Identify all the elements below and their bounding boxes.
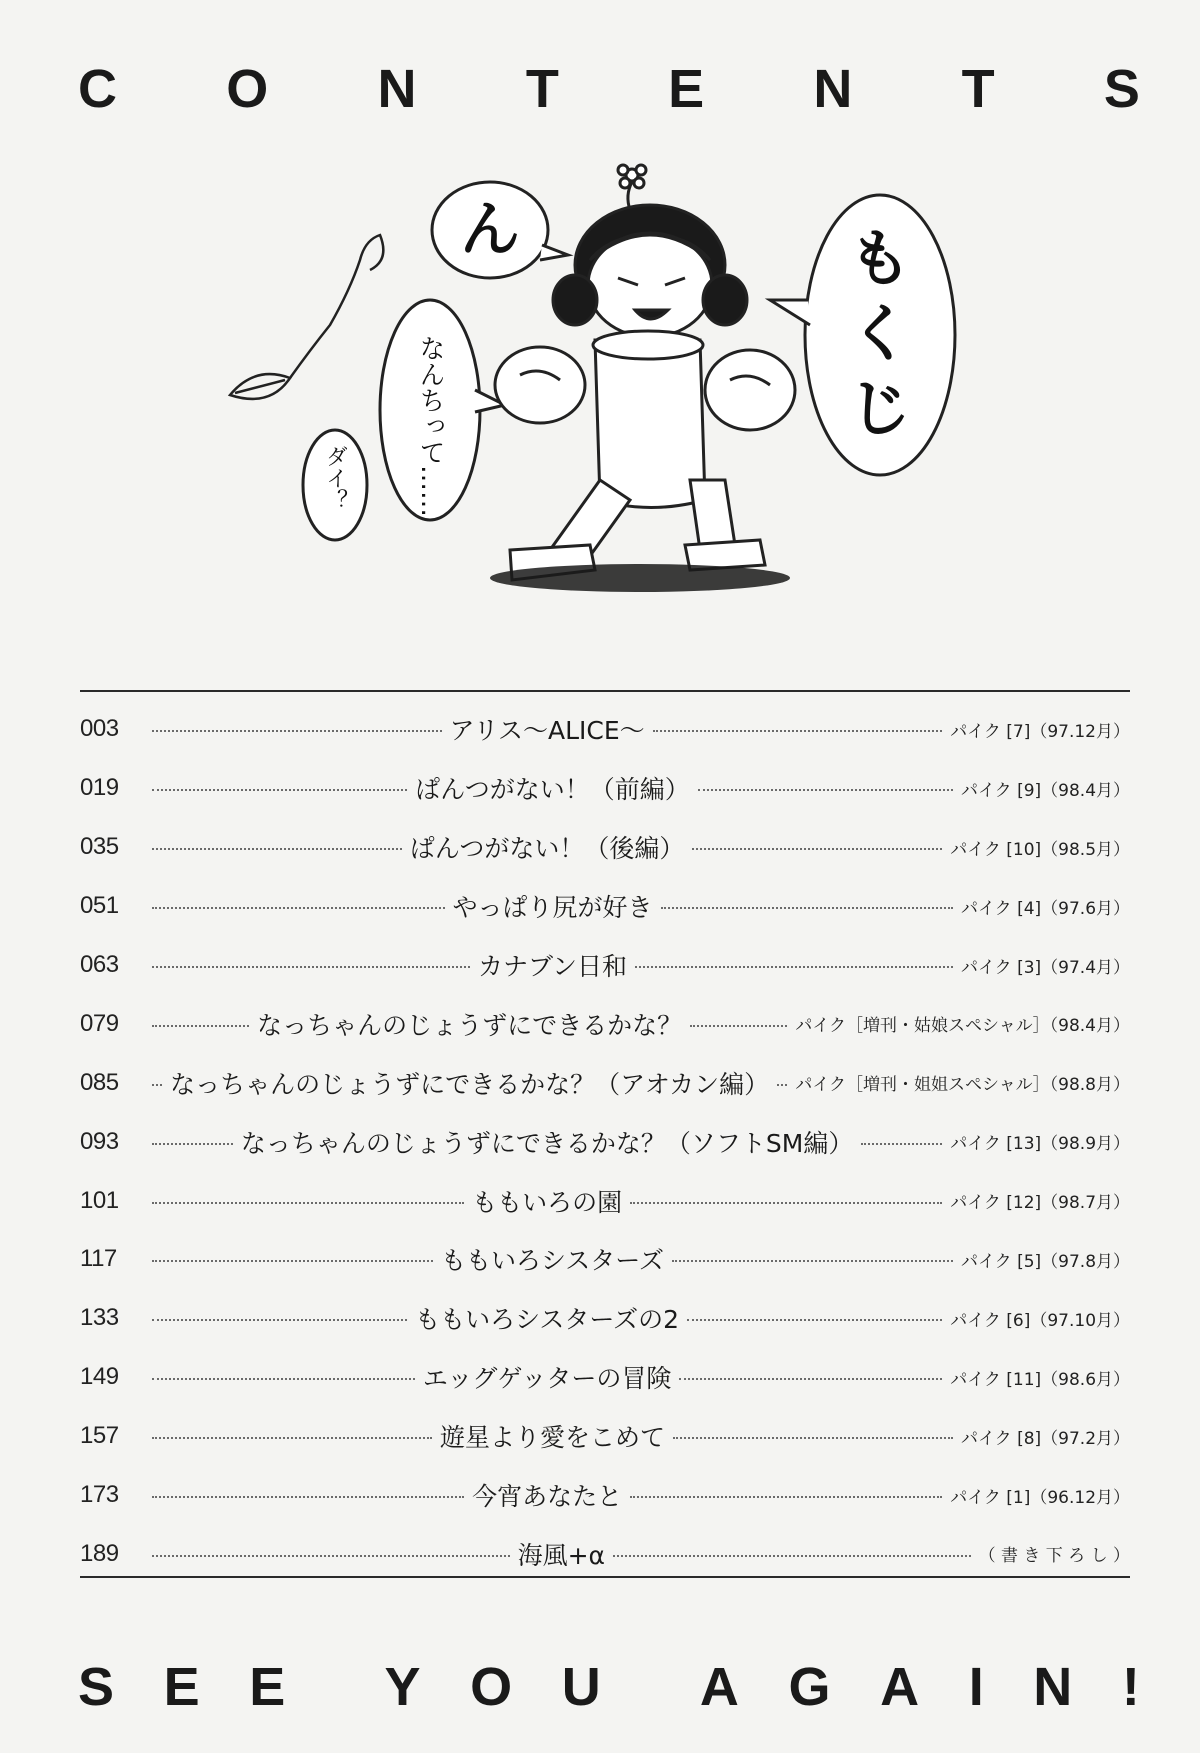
see-you-again-letter: !: [1121, 1657, 1140, 1717]
bottom-divider: [80, 1576, 1130, 1578]
toc-story-title: ももいろシスターズ: [441, 1246, 665, 1276]
toc-page-number: 117: [80, 1245, 117, 1273]
mokuji-illustration: [220, 150, 980, 650]
toc-entry[interactable]: [80, 1524, 1130, 1583]
toc-story-title: アリス〜ALICE〜: [449, 716, 645, 746]
toc-page-number: 035: [80, 833, 119, 861]
table-of-contents: [80, 700, 1130, 1583]
toc-source: パイク [10]（98.5月）: [950, 839, 1131, 860]
toc-entry[interactable]: [80, 936, 1130, 995]
toc-source: （ 書 き 下 ろ し ）: [978, 1546, 1130, 1567]
toc-entry[interactable]: [80, 1112, 1130, 1171]
mokuji-char-3: じ: [848, 372, 912, 445]
leader-dots: [613, 1555, 971, 1557]
toc-source: パイク [12]（98.7月）: [950, 1193, 1131, 1214]
toc-story-title: ももいろシスターズの2: [415, 1305, 680, 1335]
toc-source: パイク [1]（96.12月）: [950, 1487, 1131, 1508]
leader-dots: [152, 1437, 432, 1439]
contents-letter: N: [377, 59, 417, 119]
toc-page-number: 051: [80, 892, 119, 920]
leader-dots: [152, 1378, 415, 1380]
leader-dots: [152, 789, 407, 791]
toc-entry[interactable]: [80, 877, 1130, 936]
contents-letter: T: [525, 59, 559, 119]
toc-page-number: 149: [80, 1363, 119, 1391]
toc-source: パイク［増刊・姑娘スペシャル］（98.4月）: [795, 1016, 1130, 1037]
toc-story-title: ぱんつがない！（後編）: [409, 834, 685, 864]
leader-dots: [679, 1378, 942, 1380]
leader-dots: [152, 1555, 510, 1557]
see-you-again-letter: N: [1033, 1657, 1073, 1717]
leader-dots: [152, 1084, 162, 1086]
toc-source: パイク [9]（98.4月）: [961, 780, 1131, 801]
flower-icon: [618, 165, 646, 210]
leaf-icon: [230, 235, 383, 399]
leader-dots: [673, 1437, 953, 1439]
toc-story-title: ぱんつがない！（前編）: [415, 775, 690, 805]
leader-dots: [152, 1143, 233, 1145]
toc-page-number: 019: [80, 774, 119, 802]
toc-entry[interactable]: [80, 994, 1130, 1053]
toc-story-title: エッグゲッターの冒険: [422, 1364, 672, 1394]
leader-dots: [661, 907, 954, 909]
mokuji-char-2: く: [848, 297, 912, 370]
toc-page-number: 079: [80, 1009, 119, 1037]
toc-page-number: 189: [80, 1539, 119, 1567]
toc-entry[interactable]: [80, 759, 1130, 818]
contents-letter: N: [813, 59, 853, 119]
toc-story-title: 今宵あなたと: [472, 1482, 623, 1512]
leader-dots: [635, 966, 953, 968]
toc-entry[interactable]: [80, 1171, 1130, 1230]
toc-page-number: 085: [80, 1068, 119, 1096]
contents-heading: [78, 59, 1140, 119]
leader-dots: [152, 1202, 464, 1204]
toc-entry[interactable]: [80, 1053, 1130, 1112]
see-you-again-letter: U: [561, 1657, 601, 1717]
leader-dots: [777, 1084, 787, 1086]
toc-source: パイク [5]（97.8月）: [961, 1251, 1131, 1272]
toc-page-number: 133: [80, 1304, 119, 1332]
toc-source: パイク [7]（97.12月）: [950, 721, 1130, 742]
toc-source: パイク [8]（97.2月）: [961, 1428, 1131, 1449]
leader-dots: [672, 1260, 953, 1262]
toc-story-title: カナブン日和: [478, 952, 628, 981]
toc-page-number: 063: [80, 951, 119, 978]
bubble-n-text: ん: [460, 195, 520, 265]
toc-story-title: 海風+α: [517, 1540, 605, 1570]
toc-story-title: 遊星より愛をこめて: [440, 1423, 666, 1453]
toc-page-number: 173: [80, 1481, 119, 1509]
nanchatte-text: なんちって……: [415, 335, 445, 517]
toc-entry[interactable]: [80, 1407, 1130, 1466]
toc-source: パイク [6]（97.10月）: [950, 1310, 1131, 1331]
toc-story-title: やっぱり尻が好き: [452, 893, 653, 923]
see-you-again-letter: G: [788, 1657, 831, 1717]
see-you-again-letter: E: [249, 1657, 286, 1717]
leader-dots: [152, 730, 442, 732]
contents-letter: S: [1103, 59, 1140, 119]
toc-entry[interactable]: [80, 1348, 1130, 1407]
toc-page-number: 093: [80, 1127, 119, 1155]
see-you-again-letter: E: [163, 1657, 200, 1717]
dai-text: ダイ？: [322, 445, 348, 511]
leader-dots: [690, 1025, 787, 1027]
toc-source: パイク [3]（97.4月）: [961, 957, 1131, 978]
leader-dots: [152, 1025, 249, 1027]
contents-letter: C: [78, 59, 117, 119]
leader-dots: [630, 1202, 942, 1204]
see-you-again-letter: Y: [384, 1657, 421, 1717]
toc-page-number: 157: [80, 1422, 119, 1450]
leader-dots: [630, 1496, 942, 1498]
toc-page-number: 003: [80, 715, 119, 743]
leader-dots: [152, 1319, 407, 1321]
toc-source: パイク [11]（98.6月）: [950, 1369, 1131, 1390]
leader-dots: [687, 1319, 942, 1321]
toc-entry[interactable]: [80, 1230, 1130, 1289]
toc-source: パイク［増刊・姐姐スペシャル］（98.8月）: [795, 1075, 1130, 1096]
leader-dots: [861, 1143, 942, 1145]
toc-story-title: なっちゃんのじょうずにできるかな？（アオカン編）: [170, 1069, 770, 1099]
toc-entry[interactable]: [80, 1289, 1130, 1348]
mokuji-char-1: も: [848, 222, 912, 295]
see-you-again-heading: [78, 1657, 1140, 1717]
leader-dots: [692, 848, 942, 850]
see-you-again-letter: A: [880, 1657, 920, 1717]
toc-source: パイク [4]（97.6月）: [961, 898, 1131, 919]
see-you-again-letter: O: [470, 1657, 513, 1717]
toc-entry[interactable]: [80, 818, 1130, 877]
leader-dots: [698, 789, 953, 791]
leader-dots: [152, 1260, 433, 1262]
toc-source: パイク [13]（98.9月）: [950, 1134, 1131, 1155]
contents-letter: O: [226, 59, 269, 119]
toc-page-number: 101: [80, 1186, 119, 1214]
top-divider: [80, 690, 1130, 692]
see-you-again-letter: I: [968, 1657, 984, 1717]
toc-story-title: なっちゃんのじょうずにできるかな？（ソフトSM編）: [240, 1128, 854, 1158]
toc-entry[interactable]: [80, 1466, 1130, 1525]
contents-letter: T: [961, 59, 995, 119]
leader-dots: [152, 966, 470, 968]
leader-dots: [653, 730, 943, 732]
leader-dots: [152, 1496, 464, 1498]
toc-story-title: ももいろの園: [472, 1187, 623, 1217]
see-you-again-letter: A: [699, 1657, 739, 1717]
contents-letter: E: [668, 59, 705, 119]
leader-dots: [152, 907, 445, 909]
see-you-again-letter: S: [78, 1657, 115, 1717]
toc-story-title: なっちゃんのじょうずにできるかな？: [257, 1010, 683, 1040]
leader-dots: [152, 848, 402, 850]
toc-entry[interactable]: [80, 700, 1130, 759]
